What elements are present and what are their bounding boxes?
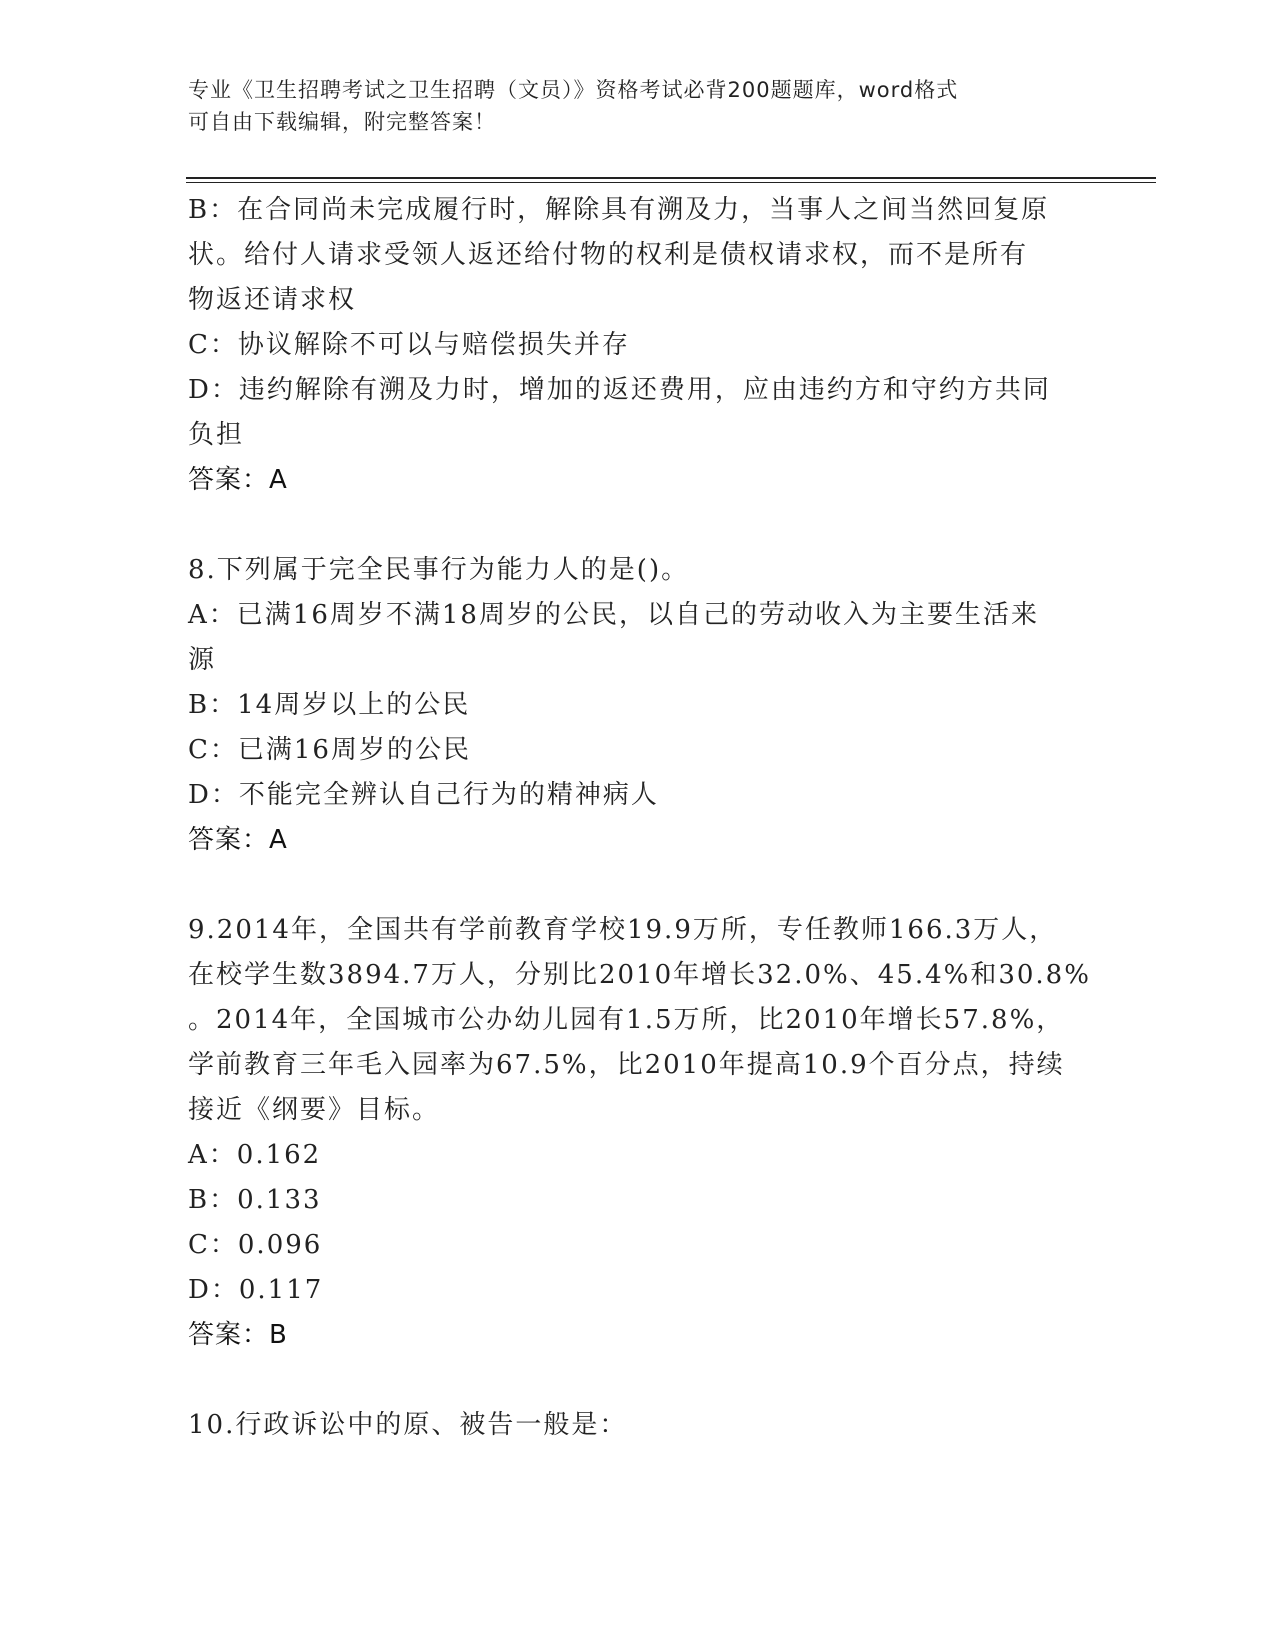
q7-option-b-line-1: B：在合同尚未完成履行时，解除具有溯及力，当事人之间当然回复原: [188, 195, 1050, 225]
q8-option-b: B：14周岁以上的公民: [188, 690, 471, 720]
q9-option-b: B：0.133: [188, 1185, 322, 1215]
question-9: [188, 908, 1091, 1358]
q9-question-line-5: 接近《纲要》目标。: [188, 1095, 441, 1125]
q7-option-d-line-1: D：违约解除有溯及力时，增加的返还费用，应由违约方和守约方共同: [188, 375, 1051, 405]
question-8: [188, 548, 1088, 863]
q9-question-line-4: 学前教育三年毛入园率为67.5%，比2010年提高10.9个百分点，持续: [188, 1050, 1065, 1080]
q8-answer: 答案：A: [188, 825, 288, 855]
q9-option-d: D：0.117: [188, 1275, 324, 1305]
q10-question: 10.行政诉讼中的原、被告一般是：: [188, 1410, 628, 1440]
document-header: [188, 74, 1068, 138]
q8-question: 8.下列属于完全民事行为能力人的是()。: [188, 555, 690, 585]
header-line-2: 可自由下载编辑，附完整答案！: [188, 110, 496, 134]
q9-question-line-3: 。2014年，全国城市公办幼儿园有1.5万所，比2010年增长57.8%，: [188, 1005, 1065, 1035]
q9-answer: 答案：B: [188, 1320, 288, 1350]
q7-option-b-line-2: 状。给付人请求受领人返还给付物的权利是债权请求权，而不是所有: [188, 240, 1029, 270]
spacer: [188, 1358, 1088, 1403]
q8-option-d: D：不能完全辨认自己行为的精神病人: [188, 780, 659, 810]
q7-option-b-line-3: 物返还请求权: [188, 285, 357, 315]
q9-option-c: C：0.096: [188, 1230, 323, 1260]
q7-answer: 答案：A: [188, 465, 288, 495]
q7-option-c: C：协议解除不可以与赔偿损失并存: [188, 330, 630, 360]
header-line-1: 专业《卫生招聘考试之卫生招聘（文员）》资格考试必背200题题库，word格式: [188, 78, 959, 102]
q8-option-c: C：已满16周岁的公民: [188, 735, 471, 765]
q9-question-line-2: 在校学生数3894.7万人，分别比2010年增长32.0%、45.4%和30.8%: [188, 960, 1091, 990]
q8-option-a-line-2: 源: [188, 645, 217, 675]
q8-option-a-line-1: A：已满16周岁不满18周岁的公民，以自己的劳动收入为主要生活来: [188, 600, 1039, 630]
q9-question-line-1: 9.2014年，全国共有学前教育学校19.9万所，专任教师166.3万人，: [188, 915, 1058, 945]
question-10: [188, 1403, 1088, 1448]
q7-option-d-line-2: 负担: [188, 420, 245, 450]
spacer: [188, 503, 1088, 548]
header-rule-thick: [186, 177, 1156, 179]
question-7-tail: [188, 188, 1088, 503]
q9-option-a: A：0.162: [188, 1140, 322, 1170]
spacer: [188, 863, 1088, 908]
question-content: [188, 188, 1091, 1448]
header-rule-thin: [186, 182, 1156, 183]
